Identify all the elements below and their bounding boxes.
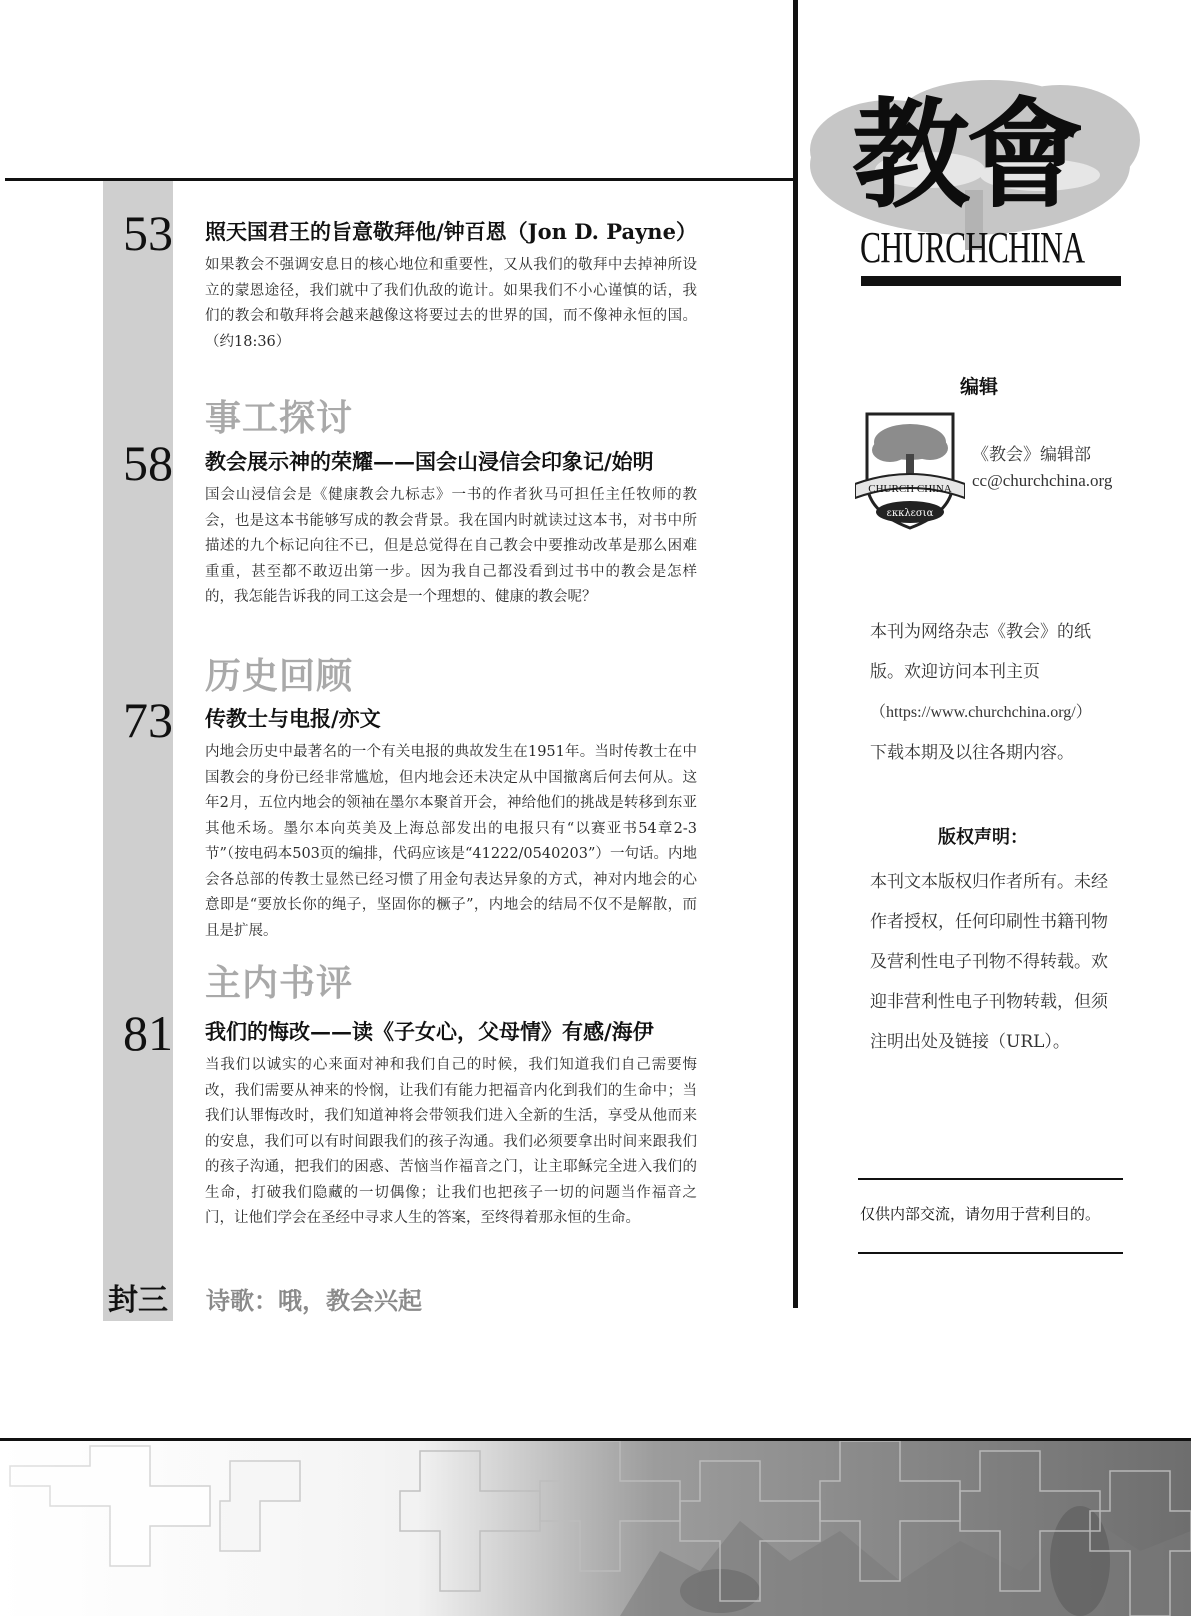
cover3-title[interactable]: 诗歌：哦，教会兴起 <box>206 1286 422 1315</box>
toc-summary: 国会山浸信会是《健康教会九标志》一书的作者狄马可担任主任牧师的教会，也是这本书能够写成的教会背景。我在国内时就读过这本书，对书中所描述的九个标记向往不已，但是总觉得在自己教会中要推动改革是那么困难重重，甚至都不敢迈出第一步。因为我自己都没看到过书中的教会是怎样的，我怎能告诉我的同工这会是一个理想的、健康的教会呢？ <box>205 487 697 605</box>
copyright-heading: 版权声明： <box>938 827 1028 848</box>
toc-gray-band <box>103 181 173 1321</box>
toc-page-number: 53 <box>123 205 173 261</box>
column-divider <box>793 0 798 1308</box>
bottom-banner <box>0 1441 1191 1616</box>
masthead-english: CHURCHCHINA <box>860 223 1085 272</box>
toc-page-number: 73 <box>123 692 173 748</box>
section-heading: 事工探讨 <box>205 398 354 439</box>
notice-text: 仅供内部交流，请勿用于营利目的。 <box>860 1205 1101 1223</box>
notice-rule-top <box>858 1178 1123 1180</box>
toc-page-number: 81 <box>123 1005 173 1061</box>
masthead-underline <box>861 276 1121 286</box>
toc-title[interactable]: 教会展示神的荣耀——国会山浸信会印象记/始明 <box>205 449 654 474</box>
masthead <box>800 80 1140 300</box>
cross-pattern-banner-icon <box>0 1441 1191 1616</box>
copyright-text: 本刊文本版权归作者所有。未经作者授权，任何印刷性书籍刊物及营利性电子刊物不得转载。欢迎非营利性电子刊物转载，但须注明出处及链接（URL）。 <box>870 872 1108 1052</box>
toc-title[interactable]: 传教士与电报/亦文 <box>205 706 381 731</box>
toc-title[interactable]: 我们的悔改——读《子女心，父母情》有感/海伊 <box>205 1019 654 1044</box>
about-line1: 本刊为网络杂志《教会》的纸版。欢迎访问本刊主页 <box>870 622 1091 682</box>
notice-rule-bottom <box>858 1252 1123 1254</box>
about-line2: 下载本期及以往各期内容。 <box>870 743 1074 763</box>
logo-greek-text: εκκλεσια <box>886 508 934 519</box>
homepage-url-link[interactable]: （https://www.churchchina.org/） <box>870 704 1092 721</box>
about-paragraph <box>870 612 1115 773</box>
editor-block <box>855 412 1145 532</box>
logo-text: CHURCH CHINA <box>868 483 952 495</box>
toc-summary: 内地会历史中最著名的一个有关电报的典故发生在1951年。当时传教士在中国教会的身份已经非常尴尬，但内地会还未决定从中国撤离后何去何从。这年2月，五位内地会的领袖在墨尔本聚首开会，神给他们的挑战是转移到东亚其他禾场。墨尔本向英美及上海总部发出的电报只有“以赛亚书54章2-3节”（按电码本503页的编排，代码应该是“41222/0540203”）一句话。内地会各总部的传教士显然已经习惯了用金句表达异象的方式，神对内地会的心意即是“要放长你的绳子，坚固你的橛子”，内地会的结局不仅不是解散，而且是扩展。 <box>205 744 697 939</box>
editor-contact <box>972 442 1112 494</box>
toc-page-number: 58 <box>123 435 173 491</box>
churchchina-logo-icon <box>855 412 965 532</box>
toc-title[interactable]: 照天国君王的旨意敬拜他/钟百恩（Jon D. Payne） <box>205 219 697 244</box>
masthead-title: 教會 <box>852 85 1081 224</box>
editor-email-link[interactable]: cc@churchchina.org <box>972 471 1113 490</box>
section-heading: 历史回顾 <box>205 656 354 697</box>
cover3-label: 封三 <box>108 1283 168 1318</box>
toc-summary: 如果教会不强调安息日的核心地位和重要性，又从我们的敬拜中去掉神所设立的蒙恩途径，我们就中了我们仇敌的诡计。如果我们不小心谨慎的话，我们的教会和敬拜将会越来越像这将要过去的世界的国，而不像神永恒的国。（约18:36） <box>205 257 697 350</box>
toc-summary: 当我们以诚实的心来面对神和我们自己的时候，我们知道我们自己需要悔改，我们需要从神来的怜悯，让我们有能力把福音内化到我们的生命中；当我们认罪悔改时，我们知道神将会带领我们进入全新的生活，享受从他而来的安息，我们可以有时间跟我们的孩子沟通。我们必须要拿出时间来跟我们的孩子沟通，把我们的困惑、苦恼当作福音之门，让主耶稣完全进入我们的生命，打破我们隐藏的一切偶像；让我们也把孩子一切的问题当作福音之门，让他们学会在圣经中寻求人生的答案，至终得着那永恒的生命。 <box>205 1057 697 1226</box>
section-heading: 主内书评 <box>205 963 354 1004</box>
editor-name: 《教会》编辑部 <box>972 445 1091 464</box>
editor-heading: 编辑 <box>960 376 999 398</box>
